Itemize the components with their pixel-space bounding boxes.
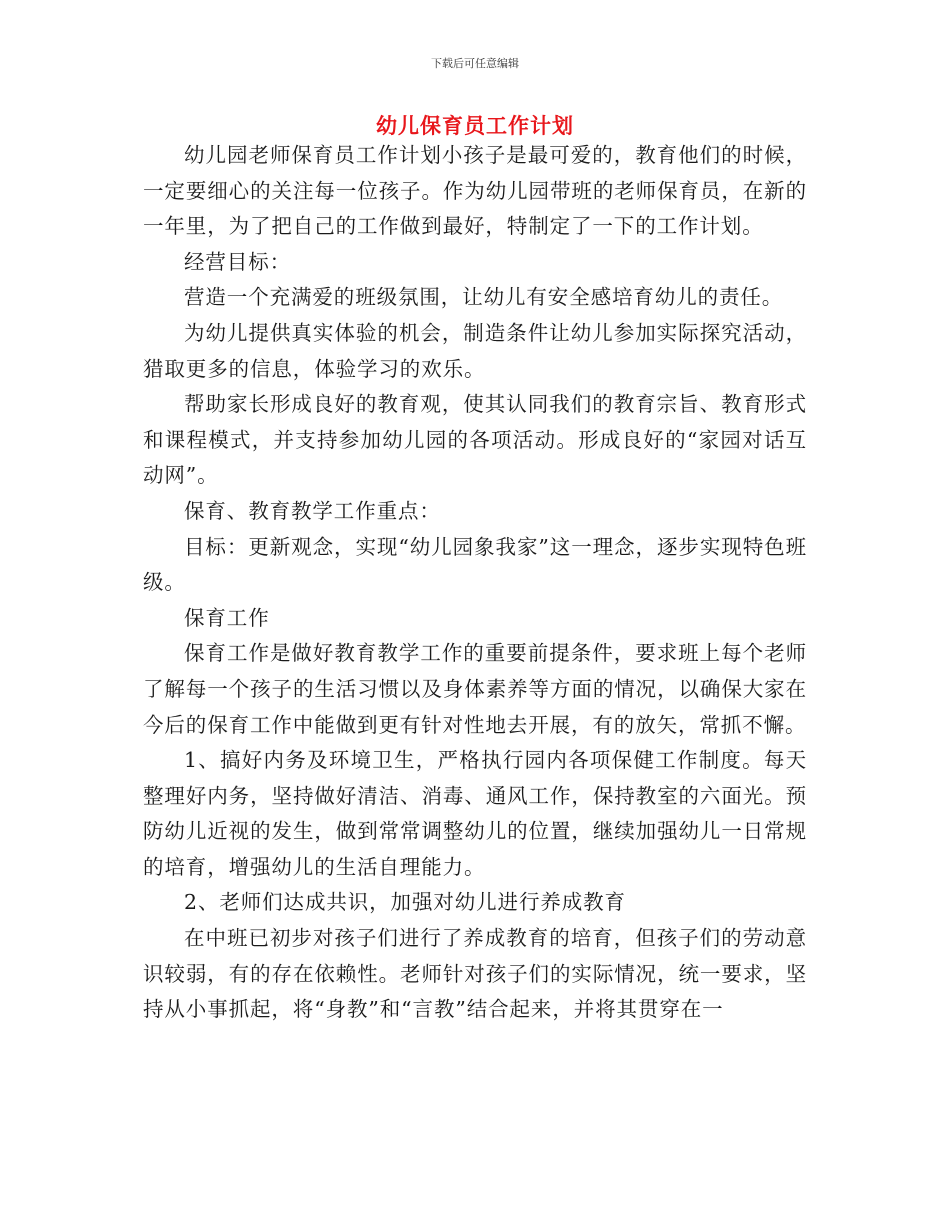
paragraph-heading-care: 保育工作 [184, 605, 270, 630]
paragraph-heading-goals: 经营目标： [184, 249, 291, 274]
paragraph-goal-1: 营造一个充满爱的班级氛围，让幼儿有安全感培育幼儿的责任。 [184, 285, 784, 310]
paragraph-target: 目标：更新观念，实现“幼儿园象我家”这一理念，逐步实现特色班级。 [143, 534, 807, 595]
document-body [143, 138, 807, 1028]
paragraph-intro: 幼儿园老师保育员工作计划小孩子是最可爱的，教育他们的时候，一定要细心的关注每一位孩子。作为幼儿园带班的老师保育员，在新的一年里，为了把自己的工作做到最好，特制定了一下的工作计划。 [143, 143, 807, 239]
header-note: 下载后可任意编辑 [431, 57, 519, 70]
paragraph-goal-2: 为幼儿提供真实体验的机会，制造条件让幼儿参加实际探究活动，猎取更多的信息，体验学习的欢乐。 [143, 320, 807, 381]
paragraph-item-2: 2、老师们达成共识，加强对幼儿进行养成教育 [184, 890, 626, 915]
paragraph-heading-focus: 保育、教育教学工作重点： [184, 498, 441, 523]
paragraph-habit: 在中班已初步对孩子们进行了养成教育的培育，但孩子们的劳动意识较弱，有的存在依赖性。老师针对孩子们的实际情况，统一要求，坚持从小事抓起，将“身教”和“言教”结合起来，并将其贯穿在一 [143, 926, 807, 1022]
paragraph-care: 保育工作是做好教育教学工作的重要前提条件，要求班上每个老师了解每一个孩子的生活习惯以及身体素养等方面的情况，以确保大家在今后的保育工作中能做到更有针对性地去开展，有的放矢，常抓不懈。 [143, 641, 807, 737]
paragraph-item-1: 1、搞好内务及环境卫生，严格执行园内各项保健工作制度。每天整理好内务，坚持做好清洁、消毒、通风工作，保持教室的六面光。预防幼儿近视的发生，做到常常调整幼儿的位置，继续加强幼儿一日常规的培育，增强幼儿的生活自理能力。 [143, 748, 807, 879]
paragraph-goal-3: 帮助家长形成良好的教育观，使其认同我们的教育宗旨、教育形式和课程模式，并支持参加幼儿园的各项活动。形成良好的“家园对话互动网”。 [143, 392, 807, 488]
document-title: 幼儿保育员工作计划 [376, 113, 574, 138]
